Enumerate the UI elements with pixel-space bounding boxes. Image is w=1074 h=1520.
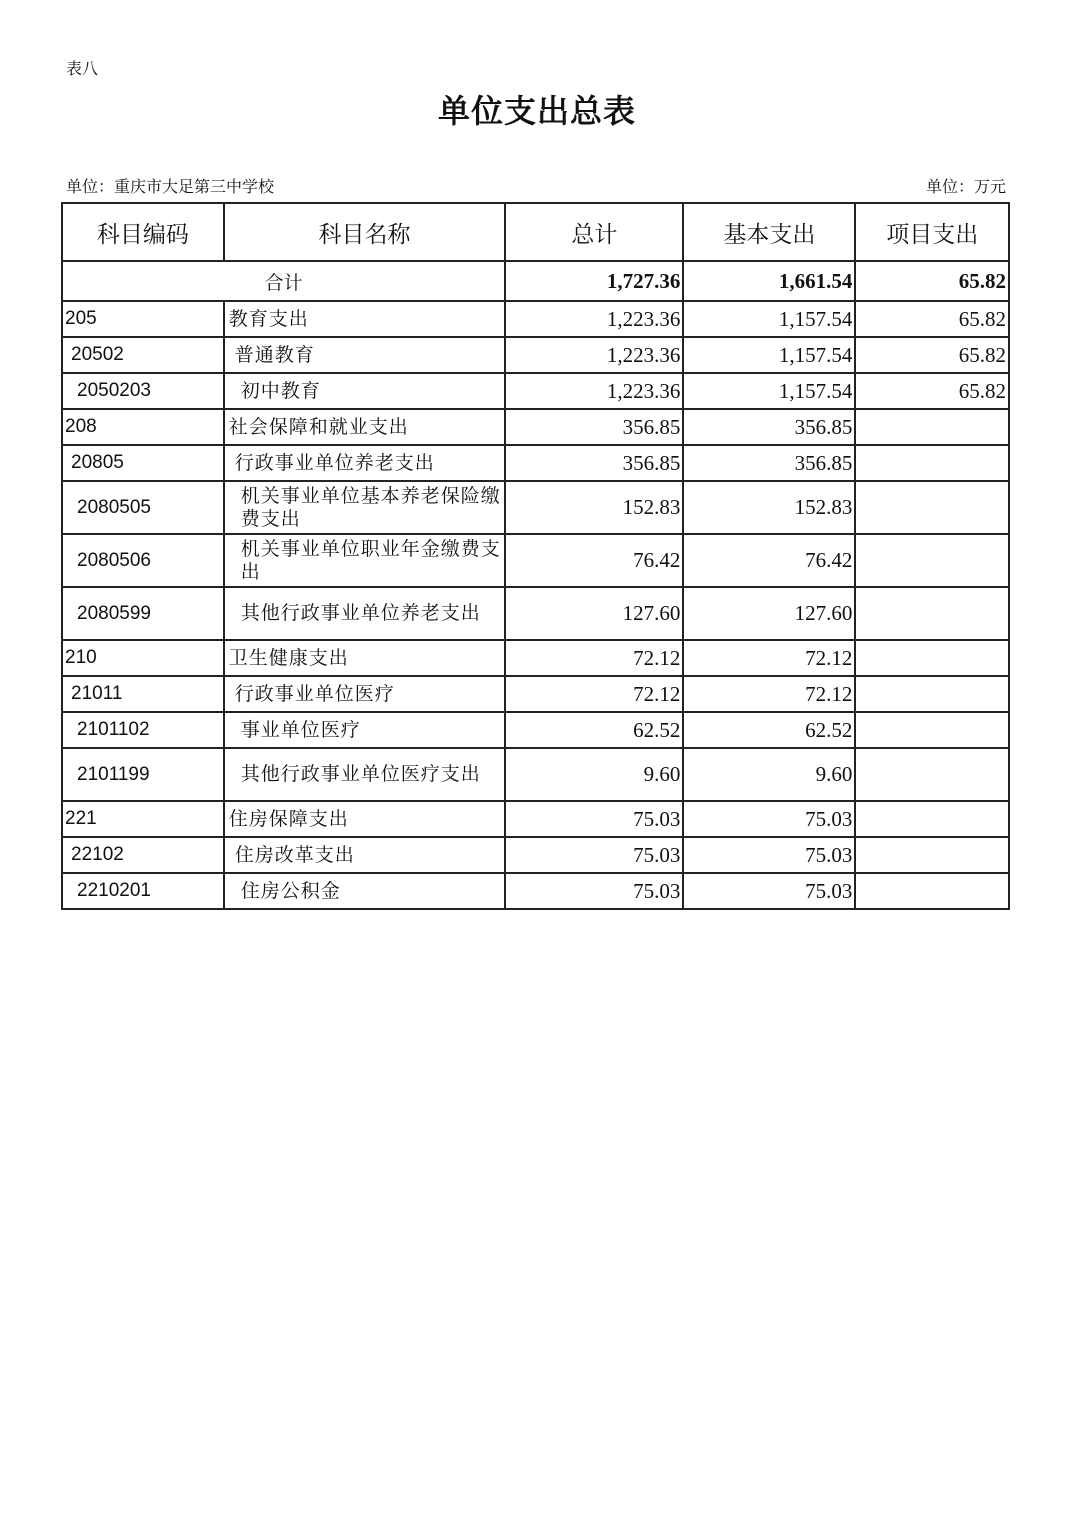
row-project [855,481,1009,534]
unit-organization: 单位：重庆市大足第三中学校 [66,177,275,196]
row-code: 2210201 [62,873,224,909]
row-project [855,587,1009,640]
row-name: 行政事业单位医疗 [224,676,506,712]
row-basic: 72.12 [683,640,855,676]
row-project [855,409,1009,445]
row-name: 机关事业单位职业年金缴费支出 [224,534,506,587]
row-code: 210 [62,640,224,676]
column-header-project: 项目支出 [855,203,1009,261]
row-code: 20805 [62,445,224,481]
row-code: 205 [62,301,224,337]
row-project [855,445,1009,481]
total-project: 65.82 [855,261,1009,301]
row-total: 1,223.36 [505,337,683,373]
table-row [62,481,1009,534]
row-total: 127.60 [505,587,683,640]
table-row [62,337,1009,373]
table-row [62,676,1009,712]
row-project [855,676,1009,712]
unit-currency: 单位：万元 [925,177,1006,196]
total-label: 合计 [62,261,505,301]
row-name: 行政事业单位养老支出 [224,445,506,481]
total-row [62,261,1009,301]
row-total: 1,223.36 [505,301,683,337]
row-basic: 152.83 [683,481,855,534]
table-row [62,640,1009,676]
row-total: 75.03 [505,801,683,837]
column-header-total: 总计 [505,203,683,261]
row-name: 其他行政事业单位医疗支出 [224,748,506,801]
row-total: 72.12 [505,640,683,676]
column-header-basic: 基本支出 [683,203,855,261]
row-basic: 72.12 [683,676,855,712]
row-name: 机关事业单位基本养老保险缴费支出 [224,481,506,534]
row-code: 2101199 [62,748,224,801]
row-total: 76.42 [505,534,683,587]
table-row [62,712,1009,748]
row-total: 72.12 [505,676,683,712]
row-project [855,748,1009,801]
row-code: 21011 [62,676,224,712]
row-name: 住房公积金 [224,873,506,909]
row-project [855,712,1009,748]
row-basic: 1,157.54 [683,373,855,409]
row-project [855,837,1009,873]
row-code: 2080506 [62,534,224,587]
row-total: 356.85 [505,409,683,445]
row-code: 2080505 [62,481,224,534]
table-row [62,534,1009,587]
row-code: 2101102 [62,712,224,748]
row-code: 221 [62,801,224,837]
row-basic: 356.85 [683,445,855,481]
row-name: 教育支出 [224,301,506,337]
row-basic: 1,157.54 [683,301,855,337]
row-code: 208 [62,409,224,445]
row-name: 普通教育 [224,337,506,373]
column-header-name: 科目名称 [224,203,506,261]
row-basic: 75.03 [683,801,855,837]
table-row [62,748,1009,801]
table-row [62,587,1009,640]
row-total: 62.52 [505,712,683,748]
total-basic: 1,661.54 [683,261,855,301]
table-row [62,373,1009,409]
column-header-code: 科目编码 [62,203,224,261]
header-row [62,203,1009,261]
row-total: 75.03 [505,837,683,873]
row-total: 9.60 [505,748,683,801]
row-project [855,534,1009,587]
row-total: 356.85 [505,445,683,481]
row-project: 65.82 [855,337,1009,373]
row-code: 20502 [62,337,224,373]
table-row [62,873,1009,909]
row-code: 2050203 [62,373,224,409]
row-name: 住房保障支出 [224,801,506,837]
row-basic: 62.52 [683,712,855,748]
row-total: 1,223.36 [505,373,683,409]
row-basic: 75.03 [683,873,855,909]
row-project [855,640,1009,676]
row-basic: 1,157.54 [683,337,855,373]
row-project [855,801,1009,837]
table-row [62,445,1009,481]
row-project: 65.82 [855,373,1009,409]
table-row [62,801,1009,837]
row-name: 住房改革支出 [224,837,506,873]
row-code: 2080599 [62,587,224,640]
table-row [62,837,1009,873]
row-name: 事业单位医疗 [224,712,506,748]
row-basic: 356.85 [683,409,855,445]
table-row [62,409,1009,445]
row-total: 152.83 [505,481,683,534]
page-title: 单位支出总表 [437,92,636,130]
row-project: 65.82 [855,301,1009,337]
table-number: 表八 [66,59,99,78]
row-basic: 9.60 [683,748,855,801]
expenditure-table [61,202,1010,910]
row-basic: 127.60 [683,587,855,640]
row-name: 社会保障和就业支出 [224,409,506,445]
row-basic: 76.42 [683,534,855,587]
total-sum: 1,727.36 [505,261,683,301]
table-row [62,301,1009,337]
row-total: 75.03 [505,873,683,909]
row-project [855,873,1009,909]
row-name: 初中教育 [224,373,506,409]
row-name: 其他行政事业单位养老支出 [224,587,506,640]
row-basic: 75.03 [683,837,855,873]
row-name: 卫生健康支出 [224,640,506,676]
row-code: 22102 [62,837,224,873]
